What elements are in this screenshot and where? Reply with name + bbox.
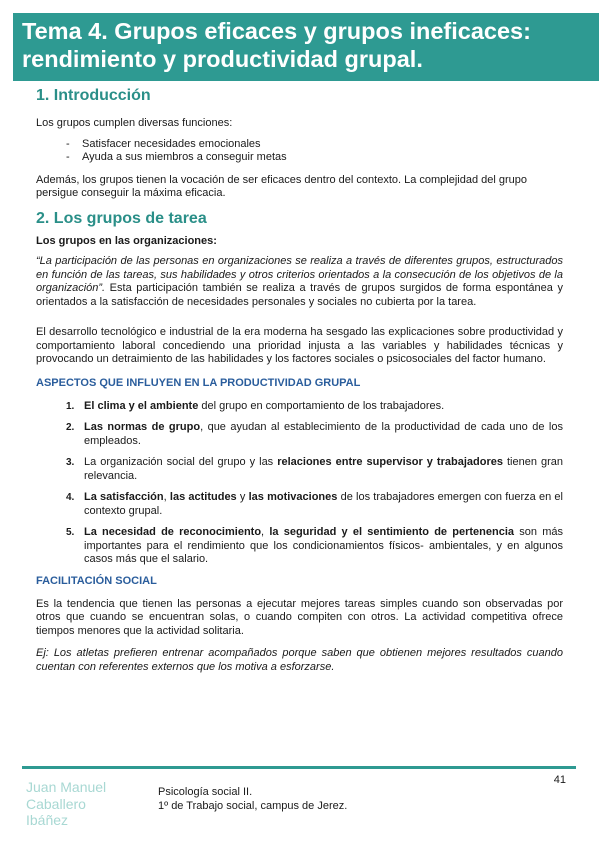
list-item: 2. Las normas de grupo, que ayudan al establecimiento de la productividad de cada uno de los empleados. [66, 421, 563, 447]
section-2-heading: 2. Los grupos de tarea [36, 209, 207, 227]
quote-paragraph [36, 255, 563, 309]
list-item: 3. La organización social del grupo y las relaciones entre supervisor y trabajadores tienen gran relevancia. [66, 456, 563, 482]
list-number: 2. [66, 422, 75, 433]
section-1-heading: 1. Introducción [36, 87, 151, 104]
section-1-closing: Además, los grupos tienen la vocación de ser eficaces dentro del contexto. La complejidad del grupo persigue conseguir la máxima eficacia. [36, 173, 528, 199]
organizations-subheading: Los grupos en las organizaciones: [36, 234, 217, 247]
list-item: - Satisfacer necesidades emocionales [66, 138, 563, 152]
title-banner [13, 13, 599, 81]
quote-continuation: Esta participación también se realiza a través de grupos surgidos de forma espontánea y orientados a la satisfacción de necesidades personales y sociales no cubierta por la tarea. [36, 282, 563, 308]
aspects-list [36, 400, 563, 567]
aspects-heading: ASPECTOS QUE INFLUYEN EN LA PRODUCTIVIDAD GRUPAL [36, 376, 361, 389]
footer-divider [22, 766, 576, 769]
list-number: 3. [66, 457, 75, 468]
quote-text: “La participación de las personas en organizaciones se realiza a través de diferentes grupos, estructurados en función de las tareas, sus habilidades y otros criterios orientados a la consecución de los objetivos de la organización”. [36, 255, 563, 294]
facilitation-heading: FACILITACIÓN SOCIAL [36, 574, 157, 587]
functions-list [36, 138, 563, 165]
facilitation-text: Es la tendencia que tienen las personas a ejecutar mejores tareas simples cuando son observadas por otros que cuando se encuentran solas, o cuando compiten con otros. La actividad competitiva ofrece tiempos menores que la actividad solitaria. [36, 597, 563, 637]
technology-paragraph: El desarrollo tecnológico e industrial de la era moderna ha sesgado las explicaciones sobre productividad y comportamiento laboral concediendo una prioridad injusta a las variables y habilidades técnicas y provocando un detraimiento de las habilidades y los factores sociales o psicosociales del factor humano. [36, 326, 563, 365]
list-number: 4. [66, 492, 75, 503]
list-number: 5. [66, 527, 75, 538]
title-line-2: rendimiento y productividad grupal. [22, 46, 423, 72]
page-number: 41 [553, 774, 566, 786]
course-info: Psicología social II. 1º de Trabajo social, campus de Jerez. [158, 786, 348, 812]
list-item: - Ayuda a sus miembros a conseguir metas [66, 151, 563, 165]
list-number: 1. [66, 400, 75, 412]
author-name: Juan Manuel Caballero Ibáñez [26, 779, 107, 828]
list-item: 5. La necesidad de reconocimiento, la seguridad y el sentimiento de pertenencia son más importantes para el rendimiento que los condicionamientos físicos- ambientales, y en algunos casos más que el salario. [66, 526, 563, 565]
example-text: Ej: Los atletas prefieren entrenar acompañados porque saben que obtienen mejores resultados cuando cuentan con referentes externos que los motiva a esforzarse. [36, 647, 563, 673]
title-line-1: Tema 4. Grupos eficaces y grupos ineficaces: [22, 18, 531, 44]
document-body [36, 86, 563, 674]
list-item: 4. La satisfacción, las actitudes y las motivaciones de los trabajadores emergen con fuerza en el contexto grupal. [66, 491, 563, 517]
list-item: 1. El clima y el ambiente del grupo en comportamiento de los trabajadores. [66, 399, 445, 412]
section-1-intro: Los grupos cumplen diversas funciones: [36, 117, 233, 129]
